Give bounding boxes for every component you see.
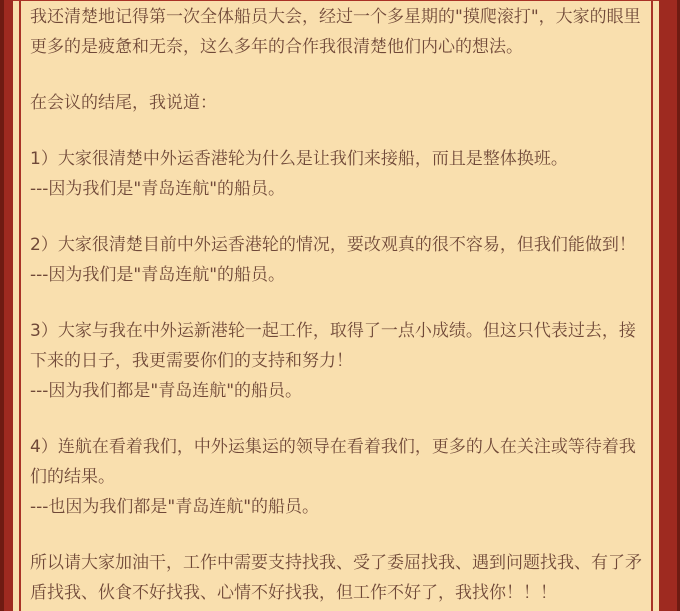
point-3 [30,316,646,406]
point-4-reason: ---也因为我们都是"青岛连航"的船员。 [30,497,320,517]
left-border-ribbon [0,0,13,611]
left-border-line [19,0,21,611]
paragraph-closing: 所以请大家加油干，工作中需要支持找我、受了委屈找我、遇到问题找我、有了矛盾找我、伙食不好找我、心情不好找我，但工作不好了，我找你！！！ [30,553,642,603]
point-3-statement: 3）大家与我在中外运新港轮一起工作，取得了一点小成绩。但这只代表过去，接下来的日子，我更需要你们的支持和努力！ [30,321,636,371]
point-4-statement: 4）连航在看着我们，中外运集运的领导在看着我们，更多的人在关注或等待着我们的结果。 [30,437,636,487]
article-content [30,2,646,608]
point-3-reason: ---因为我们都是"青岛连航"的船员。 [30,381,303,401]
point-2-statement: 2）大家很清楚目前中外运香港轮的情况，要改观真的很不容易，但我们能做到！ [30,235,636,255]
point-1 [30,144,646,204]
top-border-line [0,0,680,1]
paragraph-meeting-lead: 在会议的结尾，我说道： [30,93,217,113]
right-border-ribbon [659,0,680,611]
right-border-line [651,0,653,611]
point-1-reason: ---因为我们是"青岛连航"的船员。 [30,179,286,199]
paragraph-intro: 我还清楚地记得第一次全体船员大会，经过一个多星期的"摸爬滚打"，大家的眼里更多的是疲惫和无奈，这么多年的合作我很清楚他们内心的想法。 [30,7,641,57]
point-2 [30,230,646,290]
point-2-reason: ---因为我们是"青岛连航"的船员。 [30,265,286,285]
point-1-statement: 1）大家很清楚中外运香港轮为什么是让我们来接船，而且是整体换班。 [30,149,568,169]
point-4 [30,432,646,522]
